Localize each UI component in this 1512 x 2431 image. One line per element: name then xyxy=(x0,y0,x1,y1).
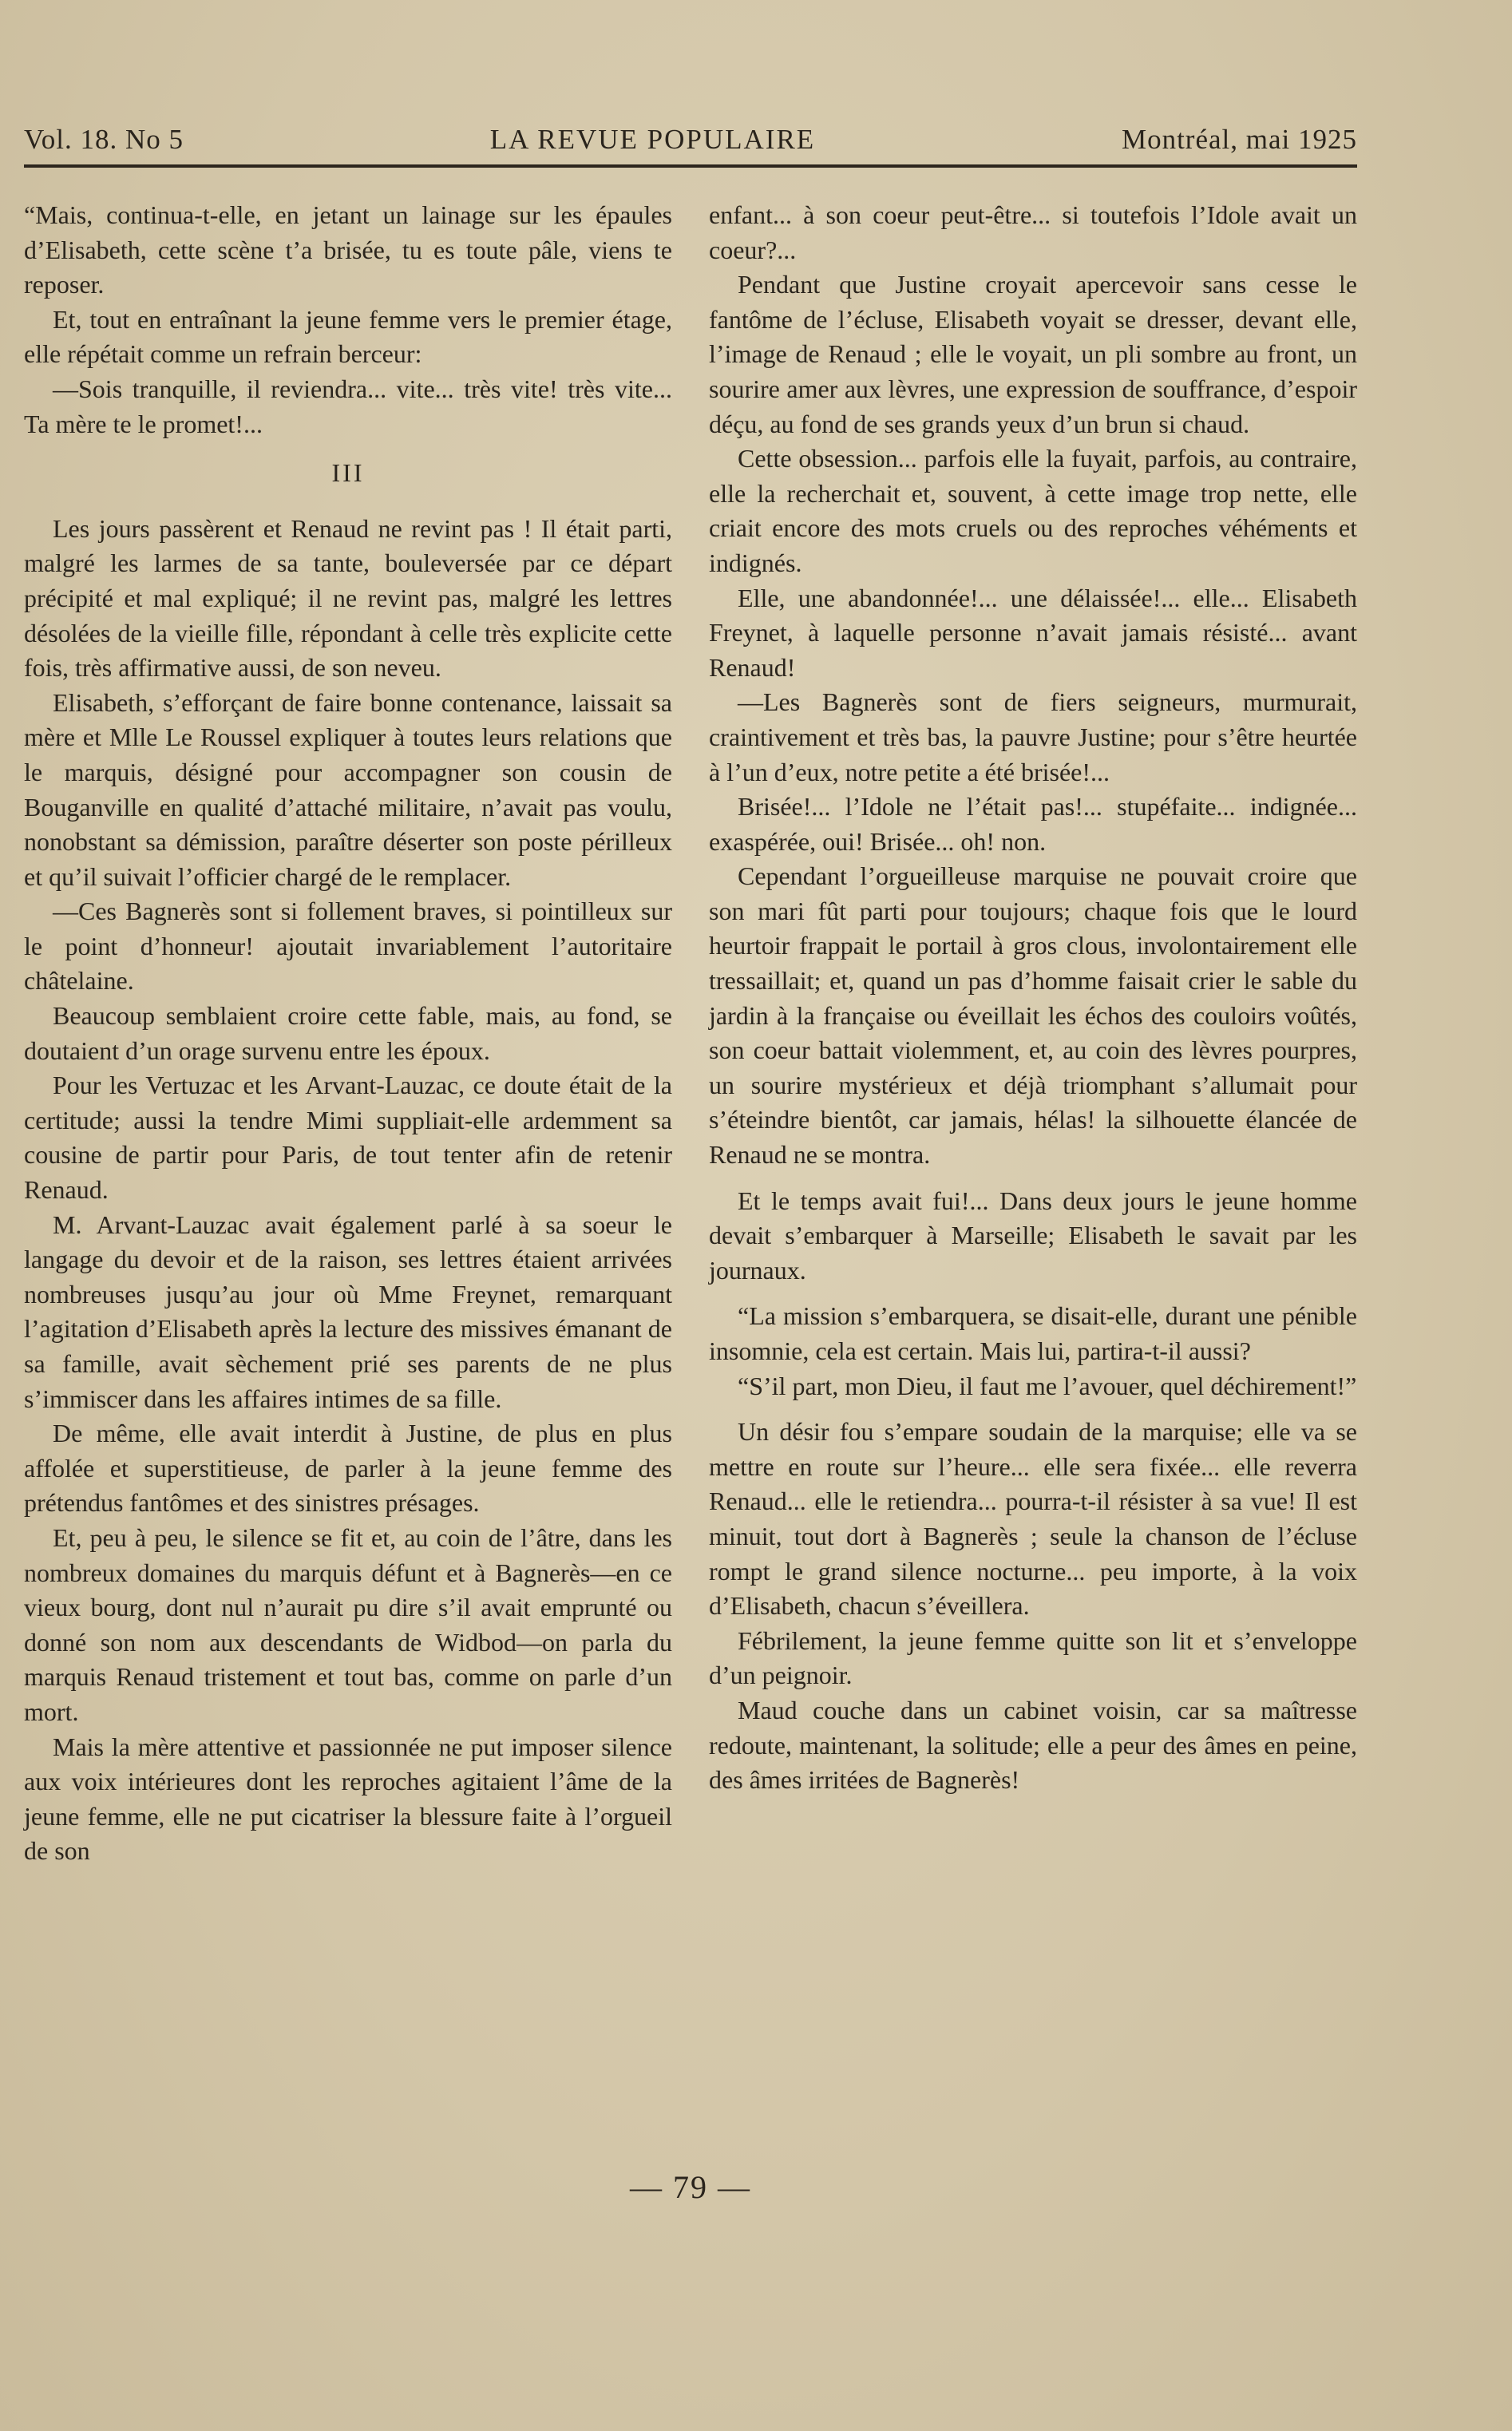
paragraph: Pour les Vertuzac et les Arvant-Lauzac, ce doute était de la certitude; aussi la tendre Mimi suppliait-elle ardemment sa cousine de partir pour Paris, de tout tenter afin de retenir Renaud. xyxy=(24,1071,672,1205)
dateline: Montréal, mai 1925 xyxy=(1121,124,1357,155)
paragraph: De même, elle avait interdit à Justine, de plus en plus affolée et superstitieuse, de parler à la jeune femme des prétendus fantômes et des sinistres présages. xyxy=(24,1419,672,1518)
paragraph: enfant... à son coeur peut-être... si toutefois l’Idole avait un coeur?... xyxy=(709,200,1357,264)
page-number: — 79 — xyxy=(630,2169,751,2205)
paragraph: Et le temps avait fui!... Dans deux jours le jeune homme devait s’embarquer à Marseille; Elisabeth le savait par les journaux. xyxy=(709,1186,1357,1285)
paragraph: —Les Bagnerès sont de fiers seigneurs, murmurait, craintivement et très bas, la pauvre Justine; pour s’être heurtée à l’un d’eux, notre petite a été brisée!... xyxy=(709,687,1357,786)
section-heading: III xyxy=(331,458,365,488)
paragraph: Brisée!... l’Idole ne l’était pas!... stupéfaite... indignée... exaspérée, oui! Brisée... oh! non. xyxy=(709,792,1357,856)
paragraph: “Mais, continua-t-elle, en jetant un lainage sur les épaules d’Elisabeth, cette scène t’a brisée, tu es toute pâle, viens te reposer. xyxy=(24,200,672,299)
running-header xyxy=(24,116,1357,156)
paragraph: Fébrilement, la jeune femme quitte son lit et s’enveloppe d’un peignoir. xyxy=(709,1625,1357,1690)
paragraph: Elisabeth, s’efforçant de faire bonne contenance, laissait sa mère et Mlle Le Roussel expliquer à toutes leurs relations que le marquis, désigné pour accompagner son cousin de Bouganville en qualité d’attaché militaire, n’avait pas voulu, nonobstant sa démission, paraître déserter son poste périlleux et qu’il suivait l’officier chargé de le remplacer. xyxy=(24,687,672,891)
paragraph: M. Arvant-Lauzac avait également parlé à sa soeur le langage du devoir et de la raison, ses lettres étaient arrivées nombreuses jusqu’au jour où Mme Freynet, remarquant l’agitation d’Elisabeth après la lecture des missives émanant de sa famille, avait sèchement prié ses parents de ne plus s’immiscer dans les affaires intimes de sa fille. xyxy=(24,1210,672,1413)
paragraph: Les jours passèrent et Renaud ne revint pas ! Il était parti, malgré les larmes de sa tante, bouleversée par ce départ précipité et mal expliqué; il ne revint pas, malgré les lettres désolées de la vieille fille, répondant à celle très explicite cette fois, très affirmative aussi, de son neveu. xyxy=(24,513,672,683)
paragraph: Et, peu à peu, le silence se fit et, au coin de l’âtre, dans les nombreux domaines du marquis défunt et à Bagnerès—en ce vieux bourg, dont nul n’aurait pu dire s’il avait emprunté ou donné son nom aux descendants de Widbod—on parla du marquis Renaud tristement et tout bas, comme on parle d’un mort. xyxy=(24,1522,672,1726)
volume-number: Vol. 18. No 5 xyxy=(24,124,184,155)
paragraph: Un désir fou s’empare soudain de la marquise; elle va se mettre en route sur l’heure... elle sera fixée... elle reverra Renaud... elle le retiendra... pourra-t-il résister à sa vue! Il est minuit, tout dort à Bagnerès ; seule la chanson de l’écluse rompt le grand silence nocturne... peu importe, à la voix d’Elisabeth, chacun s’éveillera. xyxy=(709,1417,1357,1621)
paragraph: Maud couche dans un cabinet voisin, car sa maîtresse redoute, maintenant, la solitude; elle a peur des âmes en peine, des âmes irritées de Bagnerès! xyxy=(709,1695,1357,1795)
paragraph: Cette obsession... parfois elle la fuyait, parfois, au contraire, elle la recherchait et, souvent, à cette image trop nette, elle criait encore des mots cruels ou des reproches véhéments et indignés. xyxy=(709,444,1357,577)
paragraph: Beaucoup semblaient croire cette fable, mais, au fond, se doutaient d’un orage survenu entre les époux. xyxy=(24,1001,672,1065)
paragraph: Et, tout en entraînant la jeune femme vers le premier étage, elle répétait comme un refrain berceur: xyxy=(24,304,672,369)
paragraph: —Sois tranquille, il reviendra... vite... très vite! très vite... Ta mère te le promet!... xyxy=(24,374,672,438)
right-column xyxy=(709,198,1357,1798)
journal-title: LA REVUE POPULAIRE xyxy=(489,124,816,155)
paragraph: “S’il part, mon Dieu, il faut me l’avouer, quel déchirement!” xyxy=(738,1371,1357,1400)
paragraph: Pendant que Justine croyait apercevoir sans cesse le fantôme de l’écluse, Elisabeth voyait se dresser, devant elle, l’image de Renaud ; elle le voyait, un pli sombre au front, un sourire amer aux lèvres, une expression de souffrance, d’espoir déçu, au fond de ses grands yeux d’un brun si chaud. xyxy=(709,270,1357,438)
paragraph: Cependant l’orgueilleuse marquise ne pouvait croire que son mari fût parti pour toujours; chaque fois que le lourd heurtoir frappait le portail à gros clous, involontairement elle tressaillait; et, quand un pas d’homme faisait crier le sable du jardin à la française ou éveillait les échos des couloirs voûtés, son coeur battait violemment, et, au coin des lèvres pourpres, un sourire mystérieux et déjà triomphant s’allumait pour s’éteindre bientôt, car jamais, hélas! la silhouette élancée de Renaud ne se montra. xyxy=(709,861,1357,1170)
left-column xyxy=(24,198,672,1869)
paragraph: Elle, une abandonnée!... une délaissée!... elle... Elisabeth Freynet, à laquelle personne n’avait jamais résisté... avant Renaud! xyxy=(709,583,1357,682)
paragraph: “La mission s’embarquera, se disait-elle, durant une pénible insomnie, cela est certain. Mais lui, partira-t-il aussi? xyxy=(709,1301,1357,1365)
paragraph: —Ces Bagnerès sont si follement braves, si pointilleux sur le point d’honneur! ajoutait invariablement l’autoritaire châtelaine. xyxy=(24,897,672,996)
header-rule xyxy=(24,164,1357,168)
paragraph: Mais la mère attentive et passionnée ne put imposer silence aux voix intérieures dont les reproches agitaient l’âme de la jeune femme, elle ne put cicatriser la blessure faite à l’orgueil de son xyxy=(24,1732,672,1866)
